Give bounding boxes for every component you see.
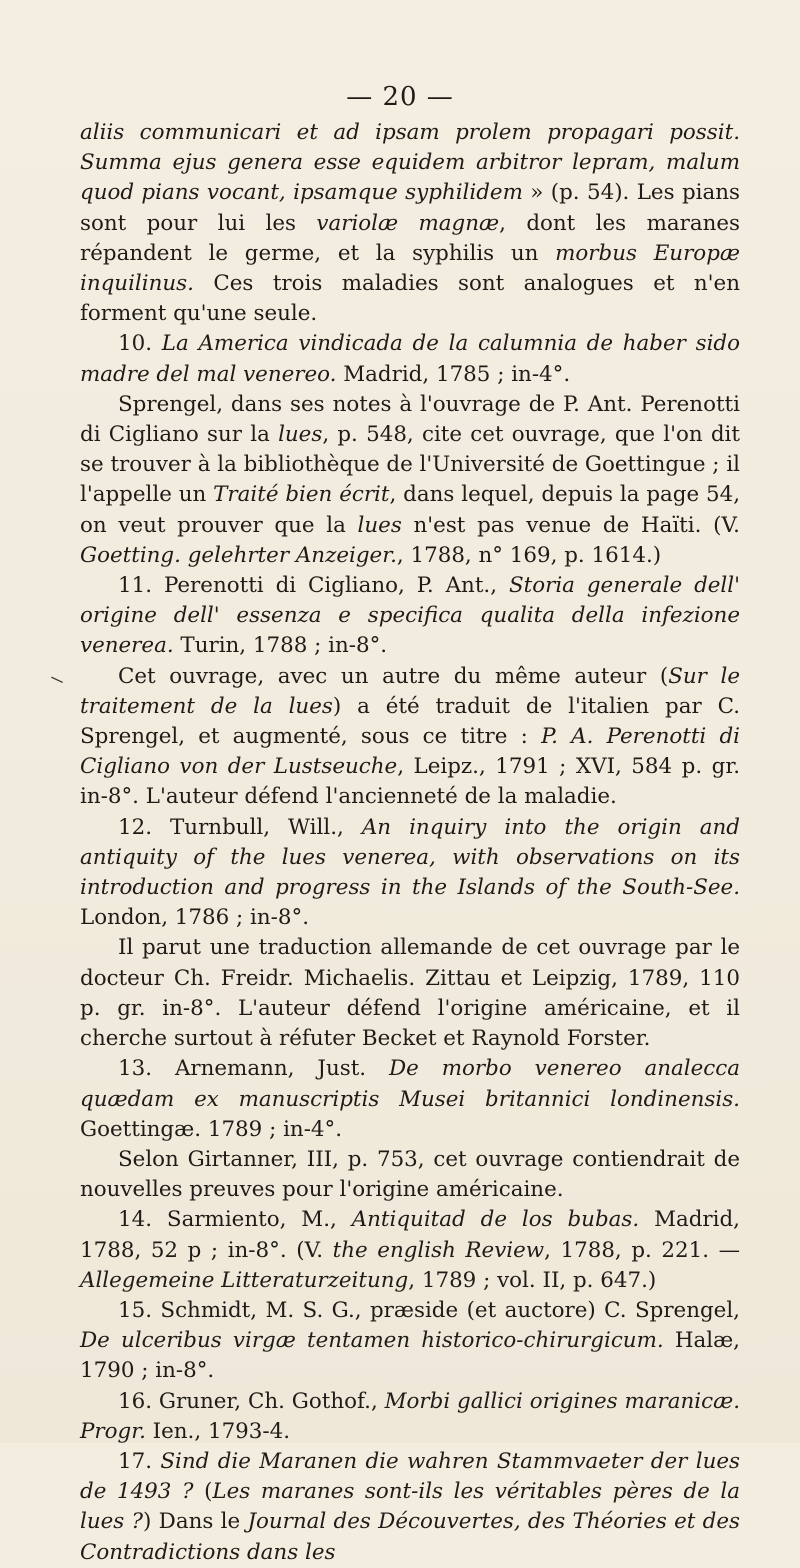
text-run: Il parut une traduction allemande de cet ouvrage par le docteur Ch. Freidr. Michaelis. Zittau et Leipzig, 1789, 110 p. gr. in-8°. L'auteur défend l'origine américaine, et il cherche surtout à réfuter Becket et Raynold Forster. [80,935,740,1052]
text-run: n'est pas venue de Haïti. (V. [401,512,740,538]
text-run: ) a été traduit de l'italien par C. Sprengel, et augmenté, sous ce titre : [80,693,740,750]
text-run: » (p. 54). Les pians sont pour lui les [80,180,740,236]
text-run: 11. Perenotti di Cigliano, P. Ant., [118,573,509,599]
text-run: , 1788, n° 169, p. 1614.) [396,542,662,568]
paragraph [80,118,740,329]
text-run: , 1789 ; vol. II, p. 647.) [408,1267,657,1293]
bibliography-entry [80,1296,740,1387]
text-run: morbus Europæ inquilinus. [80,240,740,297]
margin-pencil-mark: ⸜ [43,658,67,692]
text-run: variolæ magnæ [316,210,500,236]
bibliography-entry [80,813,740,934]
text-run: 13. Arnemann, Just. [118,1056,390,1082]
text-run: Allegemeine Litteraturzeitung [80,1267,409,1293]
text-run: , dans lequel, depuis la page 54, on veut prouver que la [80,482,740,538]
text-run: 10. [118,331,162,357]
text-run: , dont les maranes répandent le germe, et la syphilis un [80,210,740,266]
text-run: Storia generale dell' origine dell' essenza e specifica qualita della infezione venerea. [80,573,740,659]
text-run: Madrid, 1785 ; in-4°. [336,361,571,387]
text-run: Les maranes sont-ils les véritables pères de la lues ? [80,1479,740,1535]
text-run: 16. Gruner, Ch. Gothof., [118,1388,385,1414]
text-run: De ulceribus virgæ tentamen historico-chirurgicum. [80,1328,664,1354]
paragraph [80,390,740,571]
text-run: ( [193,1479,213,1505]
text-run: Goettingæ. 1789 ; in-4°. [80,1116,343,1142]
bibliography-entry [80,1447,740,1568]
text-run: , 1788, p. 221. — [544,1237,740,1263]
text-run: Turin, 1788 ; in-8°. [173,633,388,659]
text-run: Madrid, 1788, 52 p ; in-8°. (V. [80,1207,740,1263]
paragraph [80,1145,740,1205]
text-run: Sind die Maranen die wahren Stammvaeter der lues de 1493 ? [80,1448,740,1505]
text-run: De morbo venereo analecca quædam ex manuscriptis Musei britannici londinensis. [80,1056,740,1112]
text-run: An inquiry into the origin and antiquity of the lues venerea, with observations on its introduction and progress in the Islands of the South-See. [80,814,741,901]
text-run: 17. [118,1448,161,1474]
text-run: 12. Turnbull, Will., [118,814,362,840]
text-run: lues [278,422,323,448]
text-run: La America vindicada de la calumnia de haber sido madre del mal venereo. [80,331,740,387]
bibliography-entry [80,1205,740,1296]
text-run: ) Dans le [143,1509,248,1535]
bibliography-entry [80,329,740,389]
bibliography-entry [80,571,740,662]
text-run: Sur le traitement de la lues [80,663,740,719]
text-run: Journal des Découvertes, des Théories et des Contradictions dans les [80,1509,741,1565]
text-run: Goetting. gelehrter Anzeiger. [80,542,397,568]
text-run: Traité bien écrit [213,482,390,508]
text-run: Ien., 1793-4. [145,1418,291,1444]
text-run: the english Review [332,1237,545,1263]
bibliography-entry [80,1054,740,1145]
text-run: Antiquitad de los bubas. [351,1207,640,1233]
text-run: , p. 548, cite cet ouvrage, que l'on dit se trouver à la bibliothèque de l'Université de Goettingue ; il l'appelle un [80,422,740,508]
page-number: — 20 — [346,82,454,112]
bibliography-entry [80,1387,740,1447]
text-run: London, 1786 ; in-8°. [80,905,309,931]
paragraph [80,662,740,813]
text-body [80,118,740,1568]
text-run: Morbi gallici origines maranicæ. Progr. [80,1388,741,1444]
text-run: Selon Girtanner, III, p. 753, cet ouvrage contiendrait de nouvelles preuves pour l'origine américaine. [80,1146,740,1203]
text-run: Halæ, 1790 ; in-8°. [80,1328,740,1384]
text-run: Ces trois maladies sont analogues et n'en forment qu'une seule. [80,271,740,327]
text-run: lues [357,512,402,538]
text-run: Cet ouvrage, avec un autre du même auteur ( [118,663,669,689]
paragraph [80,933,740,1054]
text-run: , Leipz., 1791 ; XVI, 584 p. gr. in-8°. L'auteur défend l'ancienneté de la maladie. [80,754,740,810]
text-run: 15. Schmidt, M. S. G., præside (et auctore) C. Sprengel, [118,1297,740,1323]
text-run: aliis communicari et ad ipsam prolem propagari possit. Summa ejus genera esse equidem arbitror lepram, malum quod pians vocant, ipsamque syphilidem [80,120,740,206]
text-run: Sprengel, dans ses notes à l'ouvrage de P. Ant. Perenotti di Cigliano sur la [80,391,740,448]
text-run: P. A. Perenotti di Cigliano von der Lustseuche [80,724,740,780]
text-run: 14. Sarmiento, M., [118,1207,352,1233]
